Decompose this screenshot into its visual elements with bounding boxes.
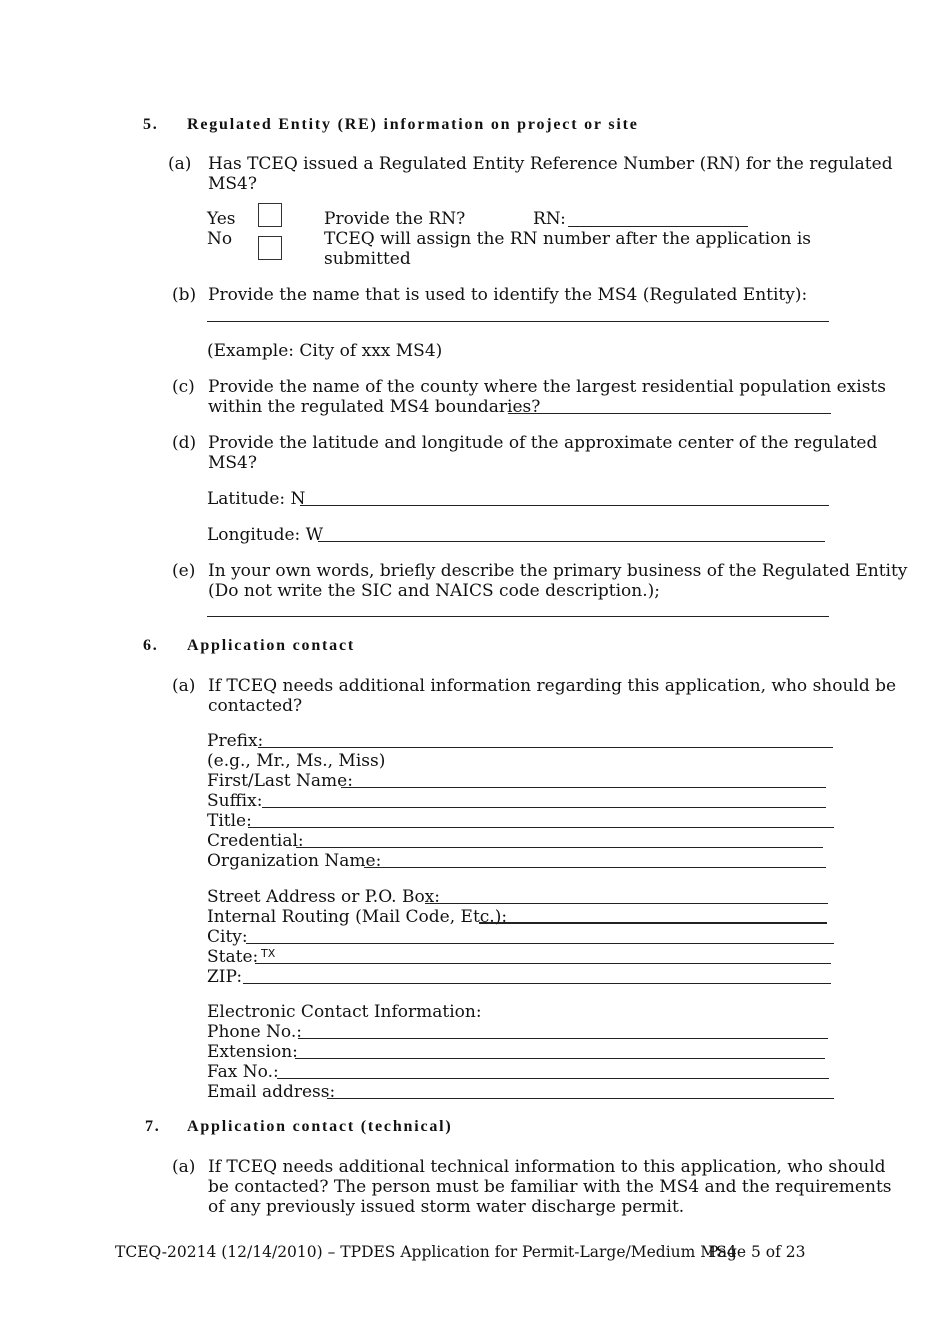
item-5d-question-line2: MS4? xyxy=(208,453,257,473)
item-7a-question-line1: If TCEQ needs additional technical information to this application, who should xyxy=(208,1157,886,1177)
yes-label: Yes xyxy=(207,209,236,229)
email-label: Email address: xyxy=(207,1082,336,1102)
prefix-label: Prefix: xyxy=(207,731,264,751)
ms4-name-input-line[interactable] xyxy=(207,321,829,322)
section-5-title: Regulated Entity (RE) information on project or site xyxy=(187,116,639,133)
item-7a-question-line3: of any previously issued storm water discharge permit. xyxy=(208,1197,685,1217)
yes-checkbox[interactable] xyxy=(258,203,282,227)
yes-provide-rn-text: Provide the RN? xyxy=(324,209,466,229)
section-5-number: 5. xyxy=(143,116,159,133)
state-label: State: xyxy=(207,947,259,967)
credential-label: Credential: xyxy=(207,831,304,851)
no-text-line2: submitted xyxy=(324,249,411,269)
zip-input-line[interactable] xyxy=(243,983,831,984)
city-label: City: xyxy=(207,927,248,947)
item-5e-letter: (e) xyxy=(172,561,196,581)
item-5a-question-line2: MS4? xyxy=(208,174,257,194)
item-6a-letter: (a) xyxy=(172,676,196,696)
item-5c-question-line2: within the regulated MS4 boundaries? xyxy=(208,397,541,417)
no-checkbox[interactable] xyxy=(258,236,282,260)
street-input-line[interactable] xyxy=(425,903,828,904)
organization-input-line[interactable] xyxy=(364,867,826,868)
item-7a-letter: (a) xyxy=(172,1157,196,1177)
state-input-line[interactable] xyxy=(255,963,831,964)
item-5c-question-line1: Provide the name of the county where the largest residential population exists xyxy=(208,377,886,397)
item-5d-letter: (d) xyxy=(172,433,197,453)
latitude-input-line[interactable] xyxy=(300,505,829,506)
county-input-line[interactable] xyxy=(508,413,831,414)
longitude-label: Longitude: W xyxy=(207,525,324,545)
item-5b-letter: (b) xyxy=(172,285,197,305)
prefix-input-line[interactable] xyxy=(258,747,833,748)
title-label: Title: xyxy=(207,811,252,831)
item-5b-example: (Example: City of xxx MS4) xyxy=(207,341,443,361)
no-text-line1: TCEQ will assign the RN number after the application is xyxy=(324,229,811,249)
rn-label: RN: xyxy=(533,209,566,229)
rn-input-line[interactable] xyxy=(568,226,748,227)
extension-label: Extension: xyxy=(207,1042,298,1062)
fax-input-line[interactable] xyxy=(277,1078,829,1079)
item-5d-question-line1: Provide the latitude and longitude of the approximate center of the regulated xyxy=(208,433,878,453)
section-7-number: 7. xyxy=(145,1118,161,1135)
suffix-input-line[interactable] xyxy=(262,807,826,808)
no-label: No xyxy=(207,229,233,249)
routing-label: Internal Routing (Mail Code, Etc.): xyxy=(207,907,508,927)
prefix-example: (e.g., Mr., Ms., Miss) xyxy=(207,751,386,771)
routing-input-line[interactable] xyxy=(479,922,827,924)
phone-label: Phone No.: xyxy=(207,1022,302,1042)
item-5a-question-line1: Has TCEQ issued a Regulated Entity Reference Number (RN) for the regulated xyxy=(208,154,893,174)
street-label: Street Address or P.O. Box: xyxy=(207,887,440,907)
credential-input-line[interactable] xyxy=(296,847,823,848)
name-input-line[interactable] xyxy=(341,787,826,788)
item-5b-question: Provide the name that is used to identify the MS4 (Regulated Entity): xyxy=(208,285,808,305)
city-input-line[interactable] xyxy=(246,943,834,944)
state-value[interactable]: TX xyxy=(261,947,276,960)
section-7-title: Application contact (technical) xyxy=(187,1118,453,1135)
item-6a-question-line2: contacted? xyxy=(208,696,303,716)
footer-page-number: Page 5 of 23 xyxy=(708,1243,806,1261)
electronic-contact-heading: Electronic Contact Information: xyxy=(207,1002,482,1022)
item-6a-question-line1: If TCEQ needs additional information regarding this application, who should be xyxy=(208,676,897,696)
footer-form-id: TCEQ-20214 (12/14/2010) – TPDES Application for Permit-Large/Medium MS4 xyxy=(115,1243,737,1261)
section-6-number: 6. xyxy=(143,637,159,654)
phone-input-line[interactable] xyxy=(298,1038,828,1039)
latitude-label: Latitude: N xyxy=(207,489,306,509)
business-description-input-line[interactable] xyxy=(207,616,829,617)
title-input-line[interactable] xyxy=(248,827,834,828)
organization-label: Organization Name: xyxy=(207,851,382,871)
item-5a-letter: (a) xyxy=(168,154,192,174)
item-7a-question-line2: be contacted? The person must be familiar with the MS4 and the requirements xyxy=(208,1177,892,1197)
section-6-title: Application contact xyxy=(187,637,355,654)
item-5c-letter: (c) xyxy=(172,377,195,397)
zip-label: ZIP: xyxy=(207,967,243,987)
extension-input-line[interactable] xyxy=(295,1058,825,1059)
item-5e-question-line2: (Do not write the SIC and NAICS code description.); xyxy=(208,581,660,601)
longitude-input-line[interactable] xyxy=(318,541,825,542)
fax-label: Fax No.: xyxy=(207,1062,279,1082)
item-5e-question-line1: In your own words, briefly describe the primary business of the Regulated Entity xyxy=(208,561,908,581)
email-input-line[interactable] xyxy=(327,1098,834,1099)
suffix-label: Suffix: xyxy=(207,791,263,811)
name-label: First/Last Name: xyxy=(207,771,353,791)
